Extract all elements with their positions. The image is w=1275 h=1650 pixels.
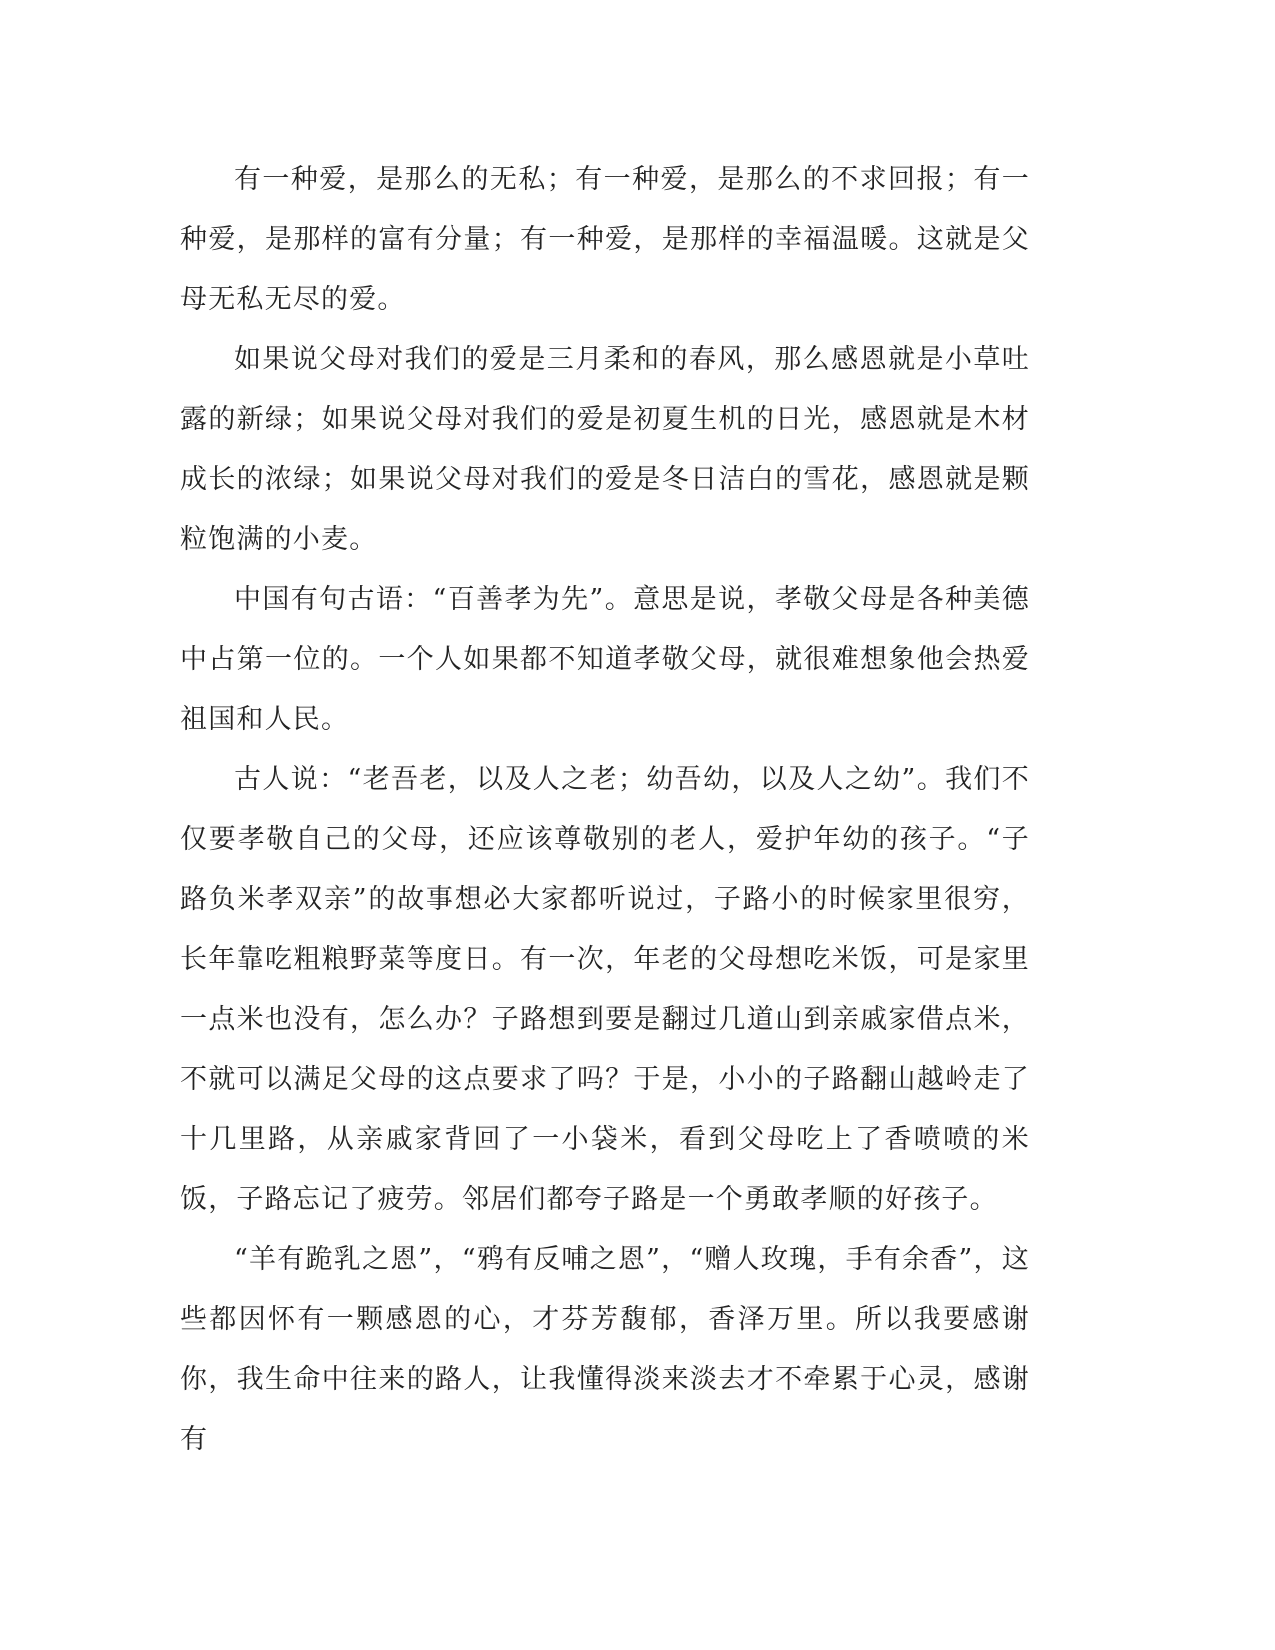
paragraph-5: “羊有跪乳之恩”，“鸦有反哺之恩”，“赠人玫瑰，手有余香”，这些都因怀有一颗感恩的心，才芬芳馥郁，香泽万里。所以我要感谢你，我生命中往来的路人，让我懂得淡来淡去才不牵累于心灵，感谢有 xyxy=(180,1244,1030,1455)
document-body xyxy=(180,150,1030,1470)
paragraph-1: 有一种爱，是那么的无私；有一种爱，是那么的不求回报；有一种爱，是那样的富有分量；有一种爱，是那样的幸福温暖。这就是父母无私无尽的爱。 xyxy=(180,164,1030,315)
paragraph-2: 如果说父母对我们的爱是三月柔和的春风，那么感恩就是小草吐露的新绿；如果说父母对我们的爱是初夏生机的日光，感恩就是木材成长的浓绿；如果说父母对我们的爱是冬日洁白的雪花，感恩就是颗粒饱满的小麦。 xyxy=(180,344,1030,555)
paragraph-4: 古人说：“老吾老，以及人之老；幼吾幼，以及人之幼”。我们不仅要孝敬自己的父母，还应该尊敬别的老人，爱护年幼的孩子。“子路负米孝双亲”的故事想必大家都听说过，子路小的时候家里很穷，长年靠吃粗粮野菜等度日。有一次，年老的父母想吃米饭，可是家里一点米也没有，怎么办？子路想到要是翻过几道山到亲戚家借点米，不就可以满足父母的这点要求了吗？于是，小小的子路翻山越岭走了十几里路，从亲戚家背回了一小袋米，看到父母吃上了香喷喷的米饭，子路忘记了疲劳。邻居们都夸子路是一个勇敢孝顺的好孩子。 xyxy=(180,764,1030,1215)
paragraph-3: 中国有句古语：“百善孝为先”。意思是说，孝敬父母是各种美德中占第一位的。一个人如果都不知道孝敬父母，就很难想象他会热爱祖国和人民。 xyxy=(180,584,1030,735)
